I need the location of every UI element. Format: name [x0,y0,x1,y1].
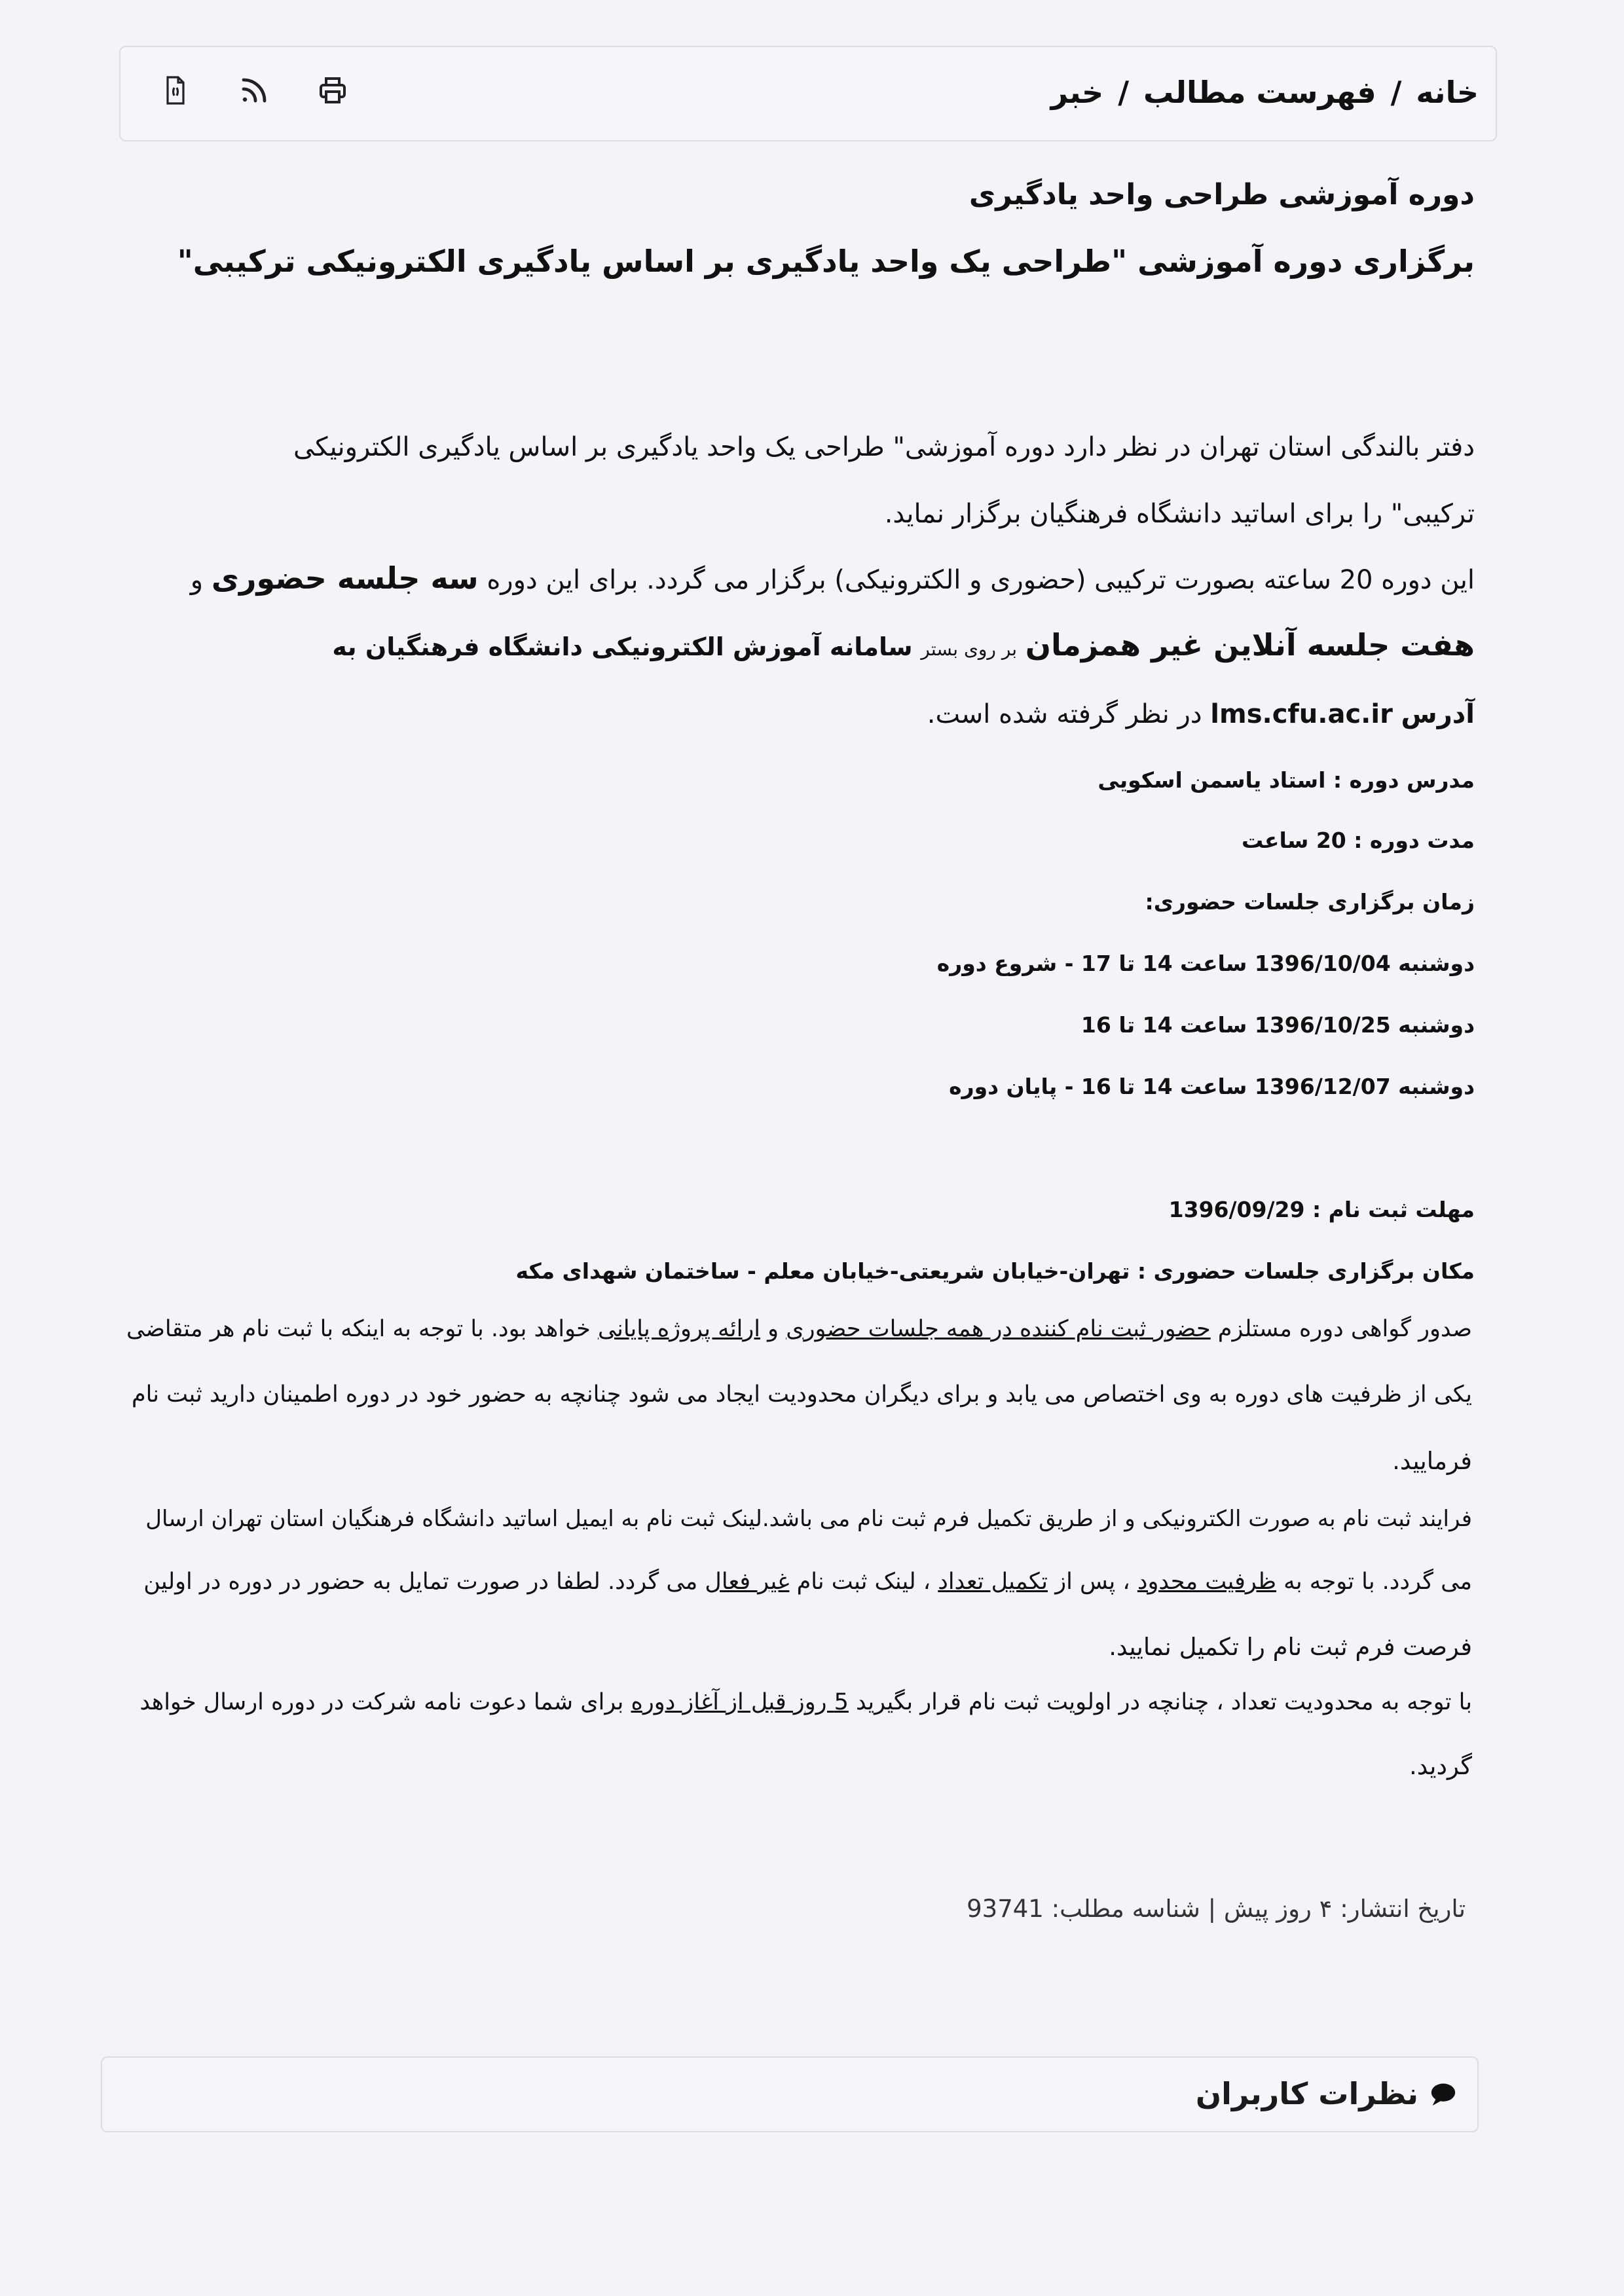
breadcrumb-contents[interactable]: فهرست مطالب [1143,75,1376,110]
session-item: دوشنبه 1396/10/04 ساعت 14 تا 17 - شروع دوره [936,951,1475,976]
registration-text: می گردد. لطفا در صورت تمایل به حضور در دوره در اولین [143,1569,698,1595]
certificate-text: صدور گواهی دوره مستلزم [1217,1316,1472,1342]
comments-header[interactable] [1196,2076,1458,2111]
registration-emphasis: ظرفیت محدود [1137,1569,1277,1595]
intro-line: دفتر بالندگی استان تهران در نظر دارد دوره آموزشی" طراحی یک واحد یادگیری بر اساس یادگیری الکترونیکی [293,432,1475,462]
course-highlight: سه جلسه حضوری [211,560,479,596]
course-text: در نظر گرفته شده است. [927,699,1202,729]
lms-address[interactable]: lms.cfu.ac.ir [1210,699,1393,729]
registration-text: ، پس از [1055,1569,1130,1595]
registration-emphasis: تکمیل تعداد [938,1569,1048,1595]
course-text: و [190,565,204,595]
course-highlight: سامانه آموزش الکترونیکی دانشگاه فرهنگیان به [332,632,913,661]
session-item: دوشنبه 1396/12/07 ساعت 14 تا 16 - پایان دوره [949,1074,1475,1099]
certificate-condition: ارائه پروژه پایانی [597,1316,760,1342]
certificate-condition: حضور ثبت نام کننده در همه جلسات حضوری [786,1316,1211,1342]
registration-line: فرصت فرم ثبت نام را تکمیل نمایید. [1109,1633,1472,1661]
certificate-text: و [767,1316,779,1342]
course-line [927,699,1475,729]
breadcrumb-separator: / [1390,75,1402,110]
session-item: دوشنبه 1396/10/25 ساعت 14 تا 16 [1080,1012,1475,1038]
breadcrumb-home[interactable]: خانه [1416,75,1479,110]
invitation-line [139,1689,1472,1715]
course-text: آدرس [1401,699,1475,729]
course-highlight: هفت جلسه آنلاین غیر همزمان [1025,627,1475,663]
breadcrumb-bar [119,46,1497,141]
intro-line: ترکیبی" را برای اساتید دانشگاه فرهنگیان برگزار نماید. [884,499,1475,529]
print-icon[interactable] [312,69,354,111]
breadcrumb-current: خبر [1050,75,1104,110]
instructor: مدرس دوره : استاد یاسمن اسکویی [1098,767,1475,793]
article-title: برگزاری دوره آموزشی "طراحی یک واحد یادگیری بر اساس یادگیری الکترونیکی ترکیبی" [177,244,1475,279]
certificate-line [126,1316,1472,1342]
certificate-line: یکی از ظرفیت های دوره به وی اختصاص می یابد و برای دیگران محدودیت ایجاد می شود چنانچه به حضور خود در دوره اطمینان دارید ثبت نام [131,1381,1472,1408]
duration: مدت دوره : 20 ساعت [1242,828,1475,853]
breadcrumb [1051,75,1479,110]
course-line [332,627,1475,663]
course-line [191,560,1475,596]
venue: مکان برگزاری جلسات حضوری : تهران-خیابان شریعتی-خیابان معلم - ساختمان شهدای مکه [515,1258,1475,1284]
registration-text: ، لینک ثبت نام [796,1569,931,1595]
invitation-line: گردید. [1409,1752,1472,1780]
rss-icon[interactable] [233,69,275,111]
pdf-icon[interactable] [155,69,196,111]
publish-meta: تاریخ انتشار: ۴ روز پیش | شناسه مطلب: 93741 [967,1895,1466,1923]
course-text: بر روی بستر [921,638,1018,660]
invitation-emphasis: 5 روز قبل از آغاز دوره [631,1689,849,1715]
comment-icon [1429,2081,1458,2107]
schedule-title: زمان برگزاری جلسات حضوری: [1145,889,1475,915]
registration-line: فرایند ثبت نام به صورت الکترونیکی و از طریق تکمیل فرم ثبت نام می باشد.لینک ثبت نام به ایمیل اساتید دانشگاه فرهنگیان استان تهران ارسال [145,1506,1472,1532]
registration-emphasis: غیر فعال [705,1569,790,1595]
registration-line [143,1569,1472,1595]
course-text: این دوره 20 ساعته بصورت ترکیبی (حضوری و الکترونیکی) برگزار می گردد. برای این دوره [487,565,1475,595]
comments-title: نظرات کاربران [1195,2076,1418,2111]
certificate-text: خواهد بود. با توجه به اینکه با ثبت نام هر متقاضی [126,1316,591,1342]
comments-section [101,2056,1479,2132]
article-kicker: دوره آموزشی طراحی واحد یادگیری [969,178,1475,211]
invitation-text: برای شما دعوت نامه شرکت در دوره ارسال خواهد [139,1689,624,1715]
invitation-text: با توجه به محدودیت تعداد ، چنانچه در اولویت ثبت نام قرار بگیرید [856,1689,1472,1715]
registration-text: می گردد. با توجه به [1283,1569,1472,1595]
certificate-line: فرمایید. [1392,1447,1472,1475]
registration-deadline: مهلت ثبت نام : 1396/09/29 [1168,1197,1475,1222]
toolbar [155,69,354,111]
breadcrumb-separator: / [1118,75,1129,110]
